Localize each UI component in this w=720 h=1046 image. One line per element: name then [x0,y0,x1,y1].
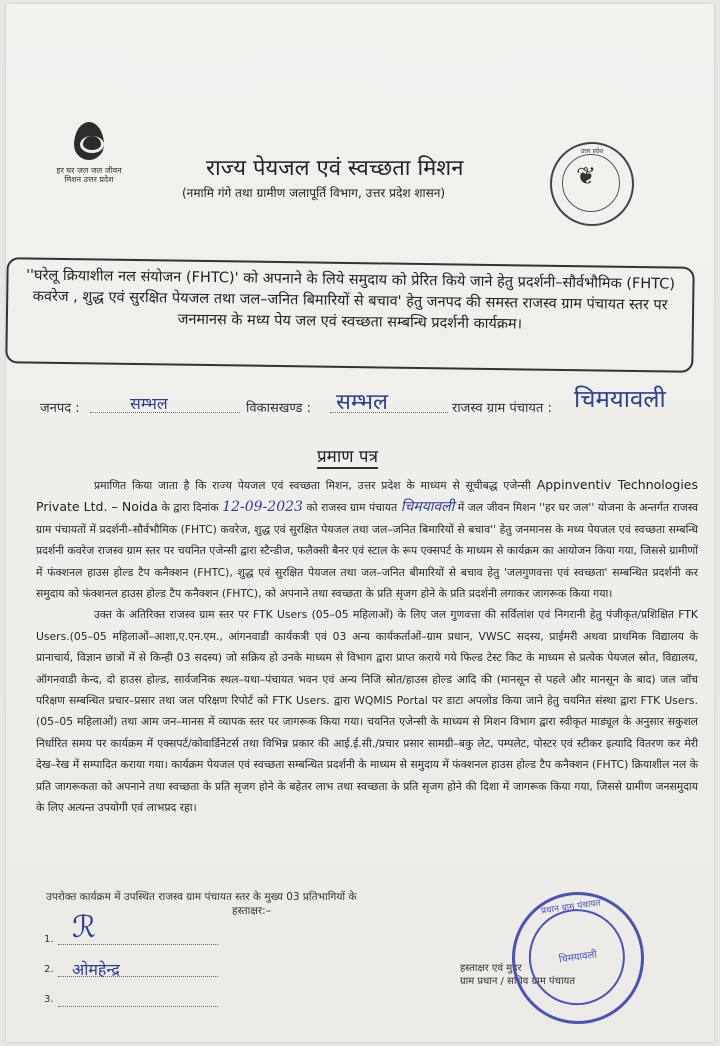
program-date: 12-09-2023 [222,499,303,516]
district-label: जनपद : [40,401,80,416]
panchayat-label: राजस्व ग्राम पंचायत : [452,401,552,416]
signature-2-number: 2. [44,964,54,975]
gram-panchayat-stamp [503,883,652,1032]
district-value: सम्भल [130,394,168,413]
mission-title: राज्य पेयजल एवं स्वच्छता मिशन [206,156,464,181]
up-government-seal [550,142,634,226]
block-value: सम्भल [336,390,388,415]
certificate-page [6,4,714,1042]
p1-rest: में जल जीवन मिशन ''हर घर जल'' योजना के अन्तर्गत राजस्व ग्राम पंचायतों में प्रदर्शनी–सौर्वभौमिक (FHTC) कवरेज, शुद्ध एवं सुरक्षित पेयजल तथा जल–जनित बिमारियों से बचाव'' हेतु जनमानस के मध्य पेयजल एवं स्वच्छता सम्बन्धि प्रदर्शनी कवरेज राजस्व ग्राम स्तर पर चयनित एजेन्सी द्वारा स्टैन्डीज, फलैक्सी बैनर एवं स्टाल के रूप एक्सपर्ट के माध्यम से कार्यक्रम का आयोजन किया गया, जिससे ग्रामीणों में फंक्शनल हाउस होल्ड टैप कनैक्शन (FHTC), शुद्ध एवं सुरक्षित पेयजल तथा जल–जनित बीमारियों से बचाव हेतु 'जलगुणवत्ता एवं स्वच्छता' सम्बन्धित प्रदर्शनी कर समुदाय को फंक्शनल हाउस होल्ड टैप कनैक्शन (FHTC), को अपनाने तथा स्वच्छता के प्रति सृजग होने के प्रति प्रदर्शनी लगाकर जागरूक किया गया। [36,501,699,601]
signature-intro-line1: उपरोक्त कार्यक्रम में उपस्थित राजस्व ग्राम पंचायत स्तर के मुख्य 03 प्रतिभागियों के [46,891,357,903]
program-description-box: ''घरेलू क्रियाशील नल संयोजन (FHTC)' को अपनाने के लिये समुदाय को प्रेरित किये जाने हेतु प्रदर्शनी–सौर्वभौमिक (FHTC) कवरेज , शुद्ध एवं सुरक्षित पेयजल तथा जल–जनित बिमारियों से बचाव' हेतु जनपद की समस्त राजस्व ग्राम पंचायत स्तर पर जनमानस के मध्य पेय जल एवं स्वच्छता सम्बन्धि प्रदर्शनी कार्यक्रम। [5,257,694,373]
pradhan-line1: हस्ताक्षर एवं मुहर [460,963,522,974]
p1-date-prefix: के द्वारा दिनांक [161,501,219,515]
signature-1: ℛ [72,910,96,945]
p1-panchayat-prefix: को राजस्व ग्राम पंचायत [306,501,398,515]
stamp-center-text: चिमयावली [558,949,598,966]
signature-3-line [58,1006,218,1007]
har-ghar-jal-logo [54,122,124,184]
pradhan-line2: ग्राम प्रधान / सचिव ग्राम पंचायत [460,976,576,987]
signature-intro-line2: हस्ताक्षर:– [232,905,271,917]
signature-3-number: 3. [44,994,54,1005]
panchayat-handwritten: चिमयावली [400,499,455,516]
signature-1-line [58,944,218,945]
signature-2-line [58,976,218,977]
signature-1-number: 1. [44,934,54,945]
certificate-title: प्रमाण पत्र [317,444,378,469]
mission-subtitle: (नमामि गंगे तथा ग्रामीण जलापूर्ति विभाग, उत्तर प्रदेश शासन) [182,186,446,200]
agency-name: Appinventiv Technologies Private Ltd. – Noida [36,477,698,515]
seal-text: उत्तर प्रदेश [580,148,604,155]
signature-2: ओमहेन्द्र [72,960,120,979]
block-label: विकासखण्ड : [246,401,312,416]
certificate-body [36,474,698,819]
panchayat-value: चिमयावली [574,385,666,413]
logo-text: हर घर जल जल जीवन मिशन उत्तर प्रदेश [56,166,122,184]
water-drop-icon [74,122,104,160]
paragraph-2: उक्त के अतिरिक्त राजस्व ग्राम स्तर पर FTK Users (05–05 महिलाओं) के लिए जल गुणवत्ता की सर्विलांश एवं निगरानी हेतु पंजीकृत/प्रशिक्षित FTK Users.(05–05 महिलाओं–आशा,ए.एन.एम., आंगनवाडी कार्यकत्री एवं 03 अन्य कार्यकर्ताओं–ग्राम प्रधान, VWSC सदस्य, प्राईमरी अथवा प्राथमिक विद्यालय के प्रानाचार्य, विज्ञान छात्रों में से किन्ही 03 सदस्य) जो सक्रिय हो उनके माध्यम से विभाग द्वारा प्राप्त कराये गये फिल्ड टेस्ट किट के माध्यम से प्रत्येक पेयजल स्रोत, विद्यालय, ऑगनवाडी केन्द, दो हाउस होल्ड, सार्वजनिक स्थल–यथा–पंचायत भवन एवं अन्य निजि स्रोत/हाउस होल्ड आदि की (मानसून से पहले और मानसून के बाद) जल जॉच परिक्षण सम्बन्धित प्रचार–प्रसार तथा जल परिक्षण रिपोर्ट को FTK Users. द्वारा WQMIS Portal पर डाटा अपलोड किया जाने हेतु चयनित संस्था द्वारा FTK Users.(05–05 महिलाओं) तथा आम जन–मानस में व्यापक स्तर पर जागरूक किया गया। चयनित एजेन्सी के माध्यम से मिशन विभाग द्वारा स्वीकृत माड्यूल के अनुसार सकुशल निर्धारित समय पर कार्यक्रम में एक्सपर्ट/कोवार्डिनेटर्स तथा विभिन्न प्रकार की आई.ई.सी./प्रचार प्रसार सामग्री–बकु लेट, पम्पलेट, पोस्टर एवं स्टीकर इत्यादि वितरण कर मेरी देख–रेख में सम्पादित कराया गया। कार्यक्रम पेयजल एवं स्वच्छता सम्बन्धित प्रदर्शनी के माध्यम से समुदाय में फंक्शनल हाउस होल्ड टैप कनैक्शन (FHTC) क्रियाशील नल के प्रति जागरूकता को अपनाने तथा स्वच्छता के प्रति सृजग होने के बहेतर लाभ तथा स्वच्छता के प्रति सृजग होने की दिशा में जागरूक किया गया, जिससे ग्रामीण जनसमुदाय के लिए अत्यन्त उपयोगी एवं लाभप्रद रहा। [36,608,698,815]
p1-intro: प्रमाणित किया जाता है कि राज्य पेयजल एवं स्वच्छता मिशन, उत्तर प्रदेश के माध्यम से सूचीबद्ध एजेन्सी [94,479,531,492]
emblem-icon: ❦ [576,162,597,190]
stamp-top-text: प्रधान ग्राम पंचायत [540,898,602,917]
paragraph-1 [36,474,698,604]
